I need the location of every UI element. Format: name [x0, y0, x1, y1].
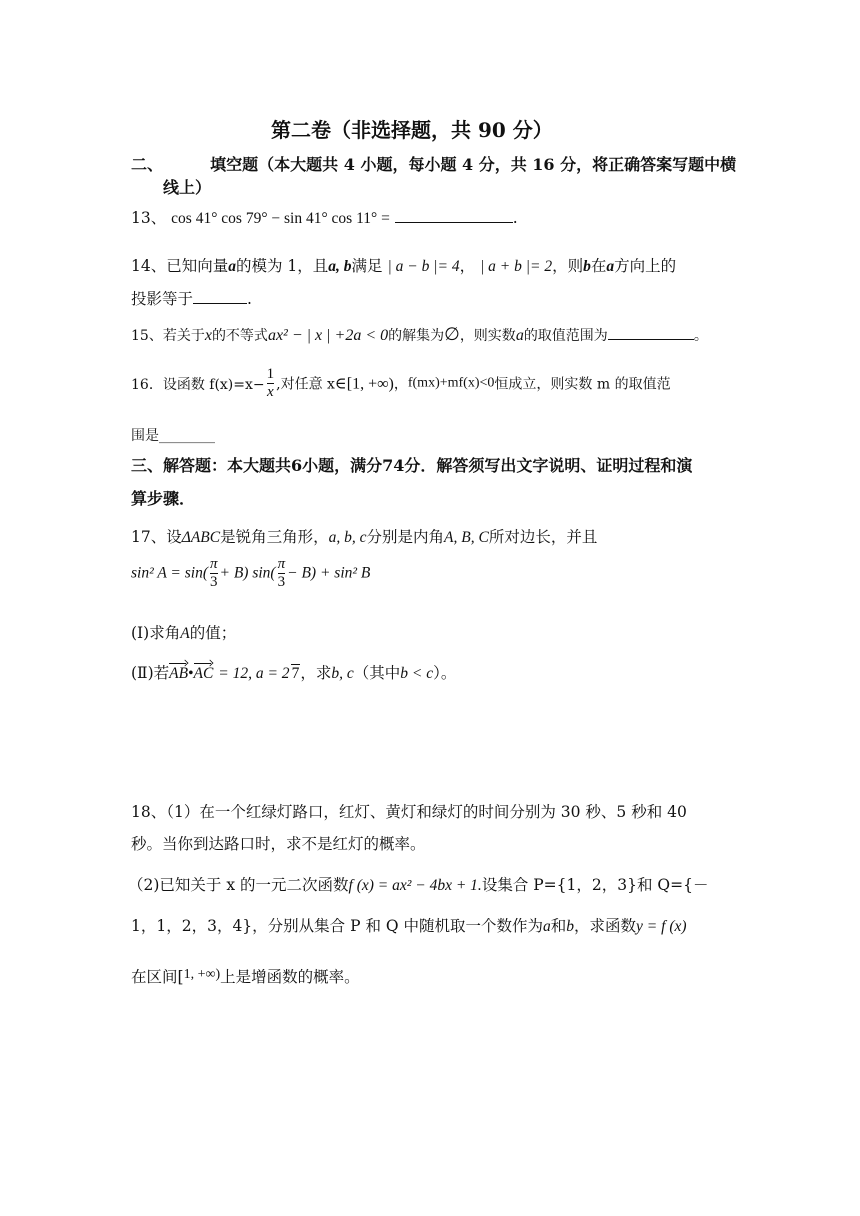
text: 设集合 P={1，2，3}和 Q={－ — [481, 876, 709, 894]
text: ，求 — [300, 664, 332, 682]
interval: 1, +∞) — [183, 967, 221, 982]
section-number: 二、 — [131, 155, 164, 174]
equation-part: + B) sin( — [219, 564, 276, 582]
section-three-header: 三、解答题：本大题共6小题，满分74分．解答须写出文字说明、证明过程和演 — [131, 456, 693, 475]
text: 的取值范围为 — [523, 328, 608, 344]
sqrt-seven — [291, 664, 301, 683]
interval: ∈[1, +∞) — [334, 375, 394, 393]
text: （其中 — [353, 664, 401, 682]
text: 在区间[ — [131, 968, 184, 986]
fraction-one-over-x — [267, 366, 275, 401]
radicand: 7 — [291, 665, 300, 682]
question-16 — [131, 366, 671, 401]
text: 1，1，2，3，4}，分别从集合 P 和 Q 中随机取一个数作为 — [131, 917, 544, 935]
fraction-denominator: 3 — [277, 574, 286, 590]
sides-bc: b, c — [331, 665, 354, 682]
condition: f(mx)+mf(x)<0 — [407, 375, 495, 391]
angles-abc: A, B, C — [444, 529, 489, 546]
text: （2)已知关于 x 的一元二次函数 — [128, 876, 349, 894]
triangle-abc: ΔABC — [181, 529, 221, 546]
vector-a: a — [228, 258, 236, 275]
fraction-denominator: x — [267, 384, 274, 400]
question-14-line2 — [131, 287, 252, 309]
text: ,对任意 x — [276, 376, 335, 393]
quadratic-function: f (x) = ax² − 4bx + 1. — [348, 877, 482, 894]
fraction-denominator: 3 — [209, 574, 218, 590]
text: 恒成立，则实数 m 的取值范 — [494, 376, 671, 393]
text: 的模为 1，且 — [236, 257, 329, 275]
period: 。 — [693, 328, 708, 344]
fraction-pi-over-3 — [278, 556, 286, 591]
period: . — [247, 290, 252, 308]
question-number: 14、 — [131, 257, 167, 275]
text: ）。 — [433, 664, 457, 682]
text: 已知向量 — [166, 257, 229, 275]
answer-blank — [608, 339, 694, 340]
variable-a: a — [515, 327, 524, 344]
question-18-line4 — [131, 914, 687, 936]
vector-b: b — [583, 258, 591, 275]
question-18-line5 — [131, 965, 360, 987]
section-two-header — [131, 152, 736, 175]
text: 方向上的 — [614, 257, 677, 275]
text: 的值； — [189, 624, 237, 642]
text: 的解集为 — [388, 328, 445, 344]
section-heading: 填空题（本大题共 4 小题，每小题 4 分，共 16 分，将正确答案写题中横 — [210, 155, 737, 174]
question-18-line2: 秒。当你到达路口时，求不是红灯的概率。 — [131, 835, 426, 853]
vector-ac: AC — [193, 665, 214, 682]
sides-abc: a, b, c — [328, 529, 367, 546]
page-title: 第二卷（非选择题，共 90 分） — [271, 118, 553, 142]
angle-a: A — [180, 625, 190, 642]
vector-a: a — [606, 258, 615, 275]
equation-part: = 12, a = 2 — [218, 665, 290, 682]
text: (Ⅰ)求角 — [131, 624, 181, 642]
function-y: y = f (x) — [636, 918, 687, 935]
variable-b: b — [566, 918, 575, 935]
fraction-numerator: 1 — [266, 366, 275, 382]
question-14 — [131, 254, 676, 276]
fraction-pi-over-3 — [210, 556, 218, 591]
empty-set-symbol: ∅ — [444, 324, 460, 344]
inequality-b-lt-c: b < c — [400, 665, 434, 682]
dot-operator: • — [188, 665, 194, 682]
text: 是锐角三角形， — [220, 528, 329, 546]
text: 17、设 — [131, 528, 182, 546]
text: 在 — [590, 257, 607, 275]
question-13 — [131, 206, 518, 228]
variable-a: a — [543, 918, 551, 935]
trig-expression: cos 41° cos 79° − sin 41° cos 11° = — [171, 210, 390, 227]
equation-part: sin² A = sin( — [131, 564, 208, 582]
question-18-line3 — [128, 873, 708, 895]
text: ，则 — [552, 257, 584, 275]
answer-blank — [395, 222, 513, 223]
question-17-part2 — [131, 661, 456, 683]
text: 15、若关于 — [131, 328, 205, 344]
text: ， — [459, 257, 476, 275]
fraction-numerator: π — [277, 556, 286, 572]
question-17-part1 — [131, 621, 236, 643]
inequality: ax² − | x | +2a < 0 — [267, 327, 389, 344]
question-17 — [131, 525, 597, 547]
text: 和 — [550, 917, 567, 935]
text: ，则实数 — [459, 328, 516, 344]
variable-x: x — [204, 327, 212, 344]
fraction-numerator: π — [209, 556, 218, 572]
period: . — [512, 209, 518, 227]
text: 的不等式 — [211, 328, 268, 344]
vectors-ab: a, b — [328, 258, 352, 275]
text: 16．设函数 f(x)=x− — [131, 376, 265, 393]
answer-blank — [193, 303, 247, 304]
question-15 — [131, 324, 708, 345]
text: ，求函数 — [574, 917, 637, 935]
text: ， — [393, 376, 408, 393]
condition-sum: | a + b |= 2 — [480, 258, 553, 275]
section-three-header-cont: 算步骤． — [131, 489, 196, 508]
question-number: 13、 — [131, 209, 167, 227]
question-18-line1: 18、（1）在一个红绿灯路口，红灯、黄灯和绿灯的时间分别为 30 秒、5 秒和 40 — [131, 803, 687, 821]
text: 投影等于 — [131, 290, 194, 308]
vector-ab: AB — [169, 665, 189, 682]
text: (Ⅱ)若 — [131, 664, 170, 682]
condition-diff: | a − b |= 4 — [387, 258, 460, 275]
question-16-line2: 围是________ — [131, 428, 215, 444]
text: 满足 — [351, 257, 383, 275]
section-heading-cont: 线上） — [163, 178, 212, 197]
question-17-equation — [131, 556, 370, 591]
equation-part: − B) + sin² B — [287, 564, 371, 582]
text: 所对边长，并且 — [488, 528, 598, 546]
text: 上是增函数的概率。 — [220, 968, 360, 986]
text: 分别是内角 — [366, 528, 445, 546]
